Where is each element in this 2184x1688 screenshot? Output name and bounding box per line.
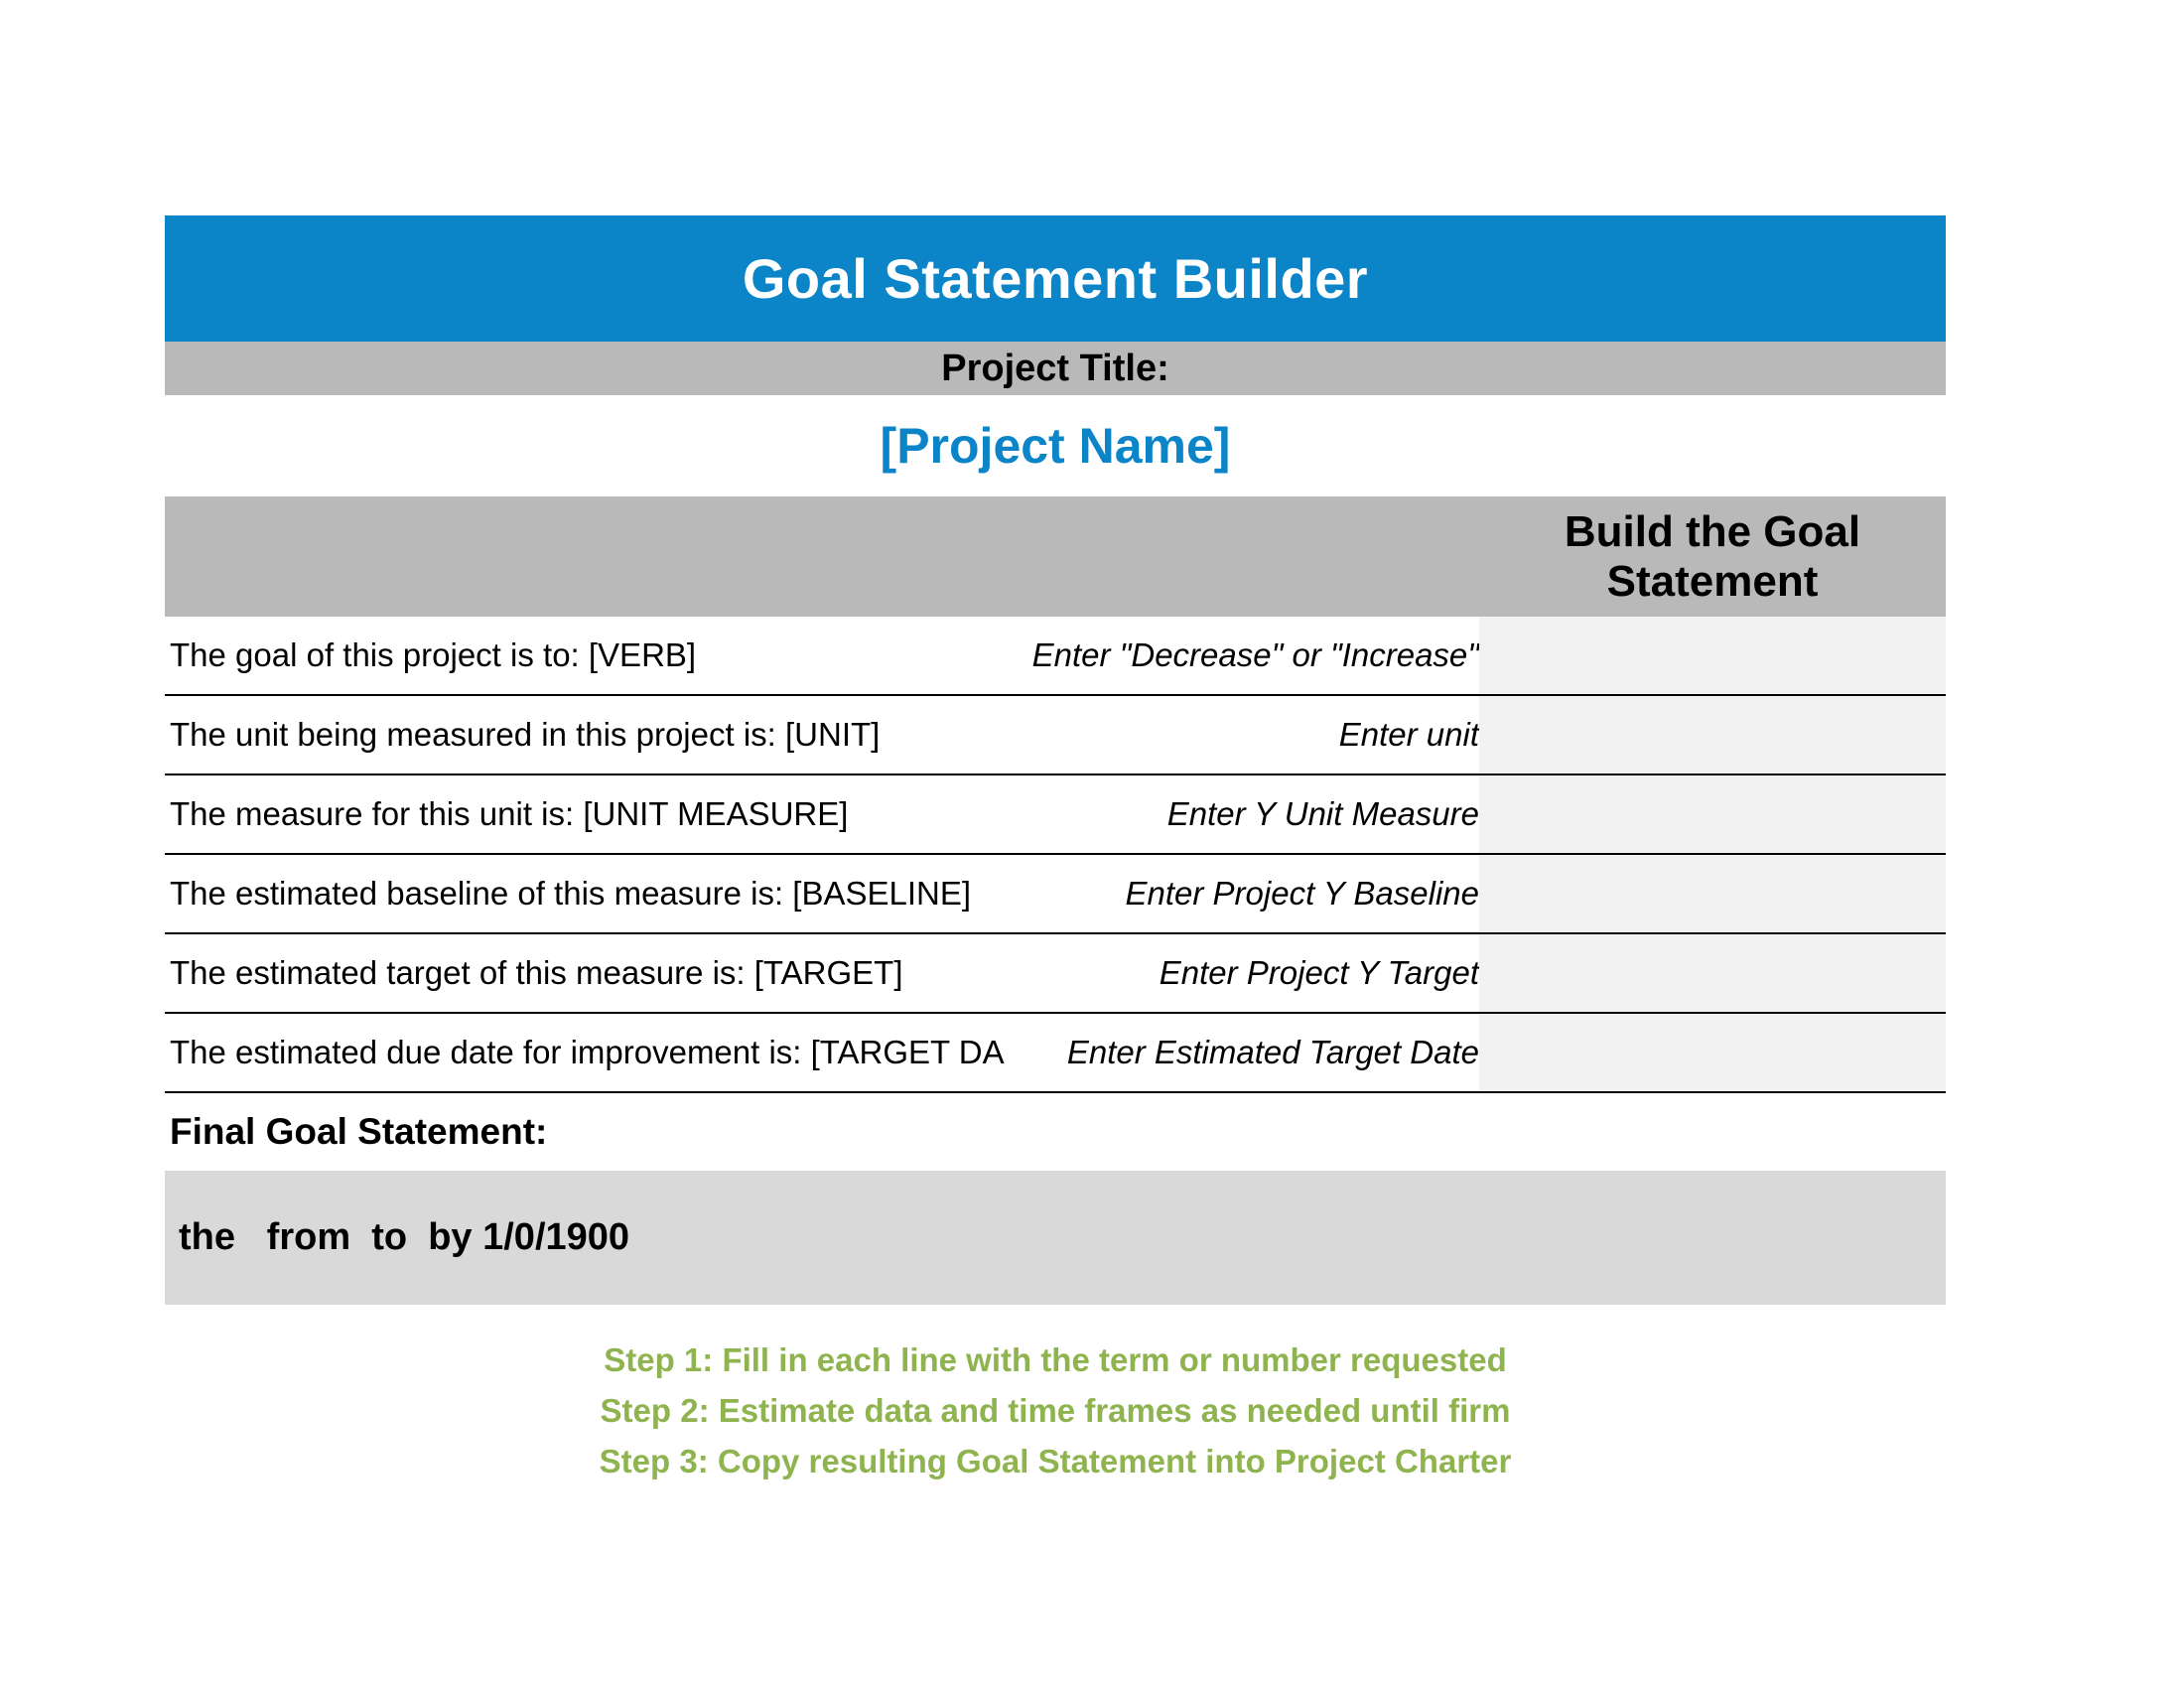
instructions [165, 1335, 1946, 1486]
target-input[interactable] [1479, 934, 1946, 1012]
row-label-target: The estimated target of this measure is: [TARGET] [170, 954, 903, 991]
row-hint-target-date: Enter Estimated Target Date [1066, 1034, 1479, 1070]
goal-statement-sheet [165, 215, 1946, 1486]
project-name[interactable]: [Project Name] [880, 418, 1231, 474]
row-label-baseline: The estimated baseline of this measure is: [BASELINE] [170, 875, 972, 912]
final-goal-statement-label: Final Goal Statement: [170, 1111, 548, 1152]
project-title-bar [165, 342, 1946, 395]
table-header [165, 496, 1946, 617]
title-banner [165, 215, 1946, 342]
page-title: Goal Statement Builder [742, 247, 1369, 310]
row-hint-verb: Enter "Decrease" or "Increase" [1031, 636, 1479, 673]
unit-input[interactable] [1479, 696, 1946, 774]
table-row [165, 775, 1946, 855]
project-title-label: Project Title: [941, 347, 1169, 389]
table-header-spacer [165, 496, 1479, 617]
verb-input[interactable] [1479, 617, 1946, 694]
row-label-unit: The unit being measured in this project is: [UNIT] [170, 716, 881, 753]
step-1-text: Step 1: Fill in each line with the term or number requested [604, 1341, 1507, 1378]
build-goal-statement-heading: Build the Goal Statement [1564, 506, 1861, 606]
baseline-input[interactable] [1479, 855, 1946, 932]
row-hint-target: Enter Project Y Target [1159, 954, 1479, 991]
row-hint-unit-measure: Enter Y Unit Measure [1166, 795, 1479, 832]
step-3-text: Step 3: Copy resulting Goal Statement into Project Charter [599, 1443, 1512, 1479]
table-row [165, 855, 1946, 934]
table-row [165, 617, 1946, 696]
project-name-row [165, 395, 1946, 496]
row-hint-unit: Enter unit [1338, 716, 1479, 753]
step-2-text: Step 2: Estimate data and time frames as needed until firm [600, 1392, 1511, 1429]
final-goal-statement: the from to by 1/0/1900 [165, 1171, 1946, 1305]
table-row [165, 696, 1946, 775]
table-row [165, 1014, 1946, 1093]
target-date-input[interactable] [1479, 1014, 1946, 1091]
row-label-unit-measure: The measure for this unit is: [UNIT MEASURE] [170, 795, 849, 832]
unit-measure-input[interactable] [1479, 775, 1946, 853]
table-row [165, 934, 1946, 1014]
row-hint-baseline: Enter Project Y Baseline [1125, 875, 1479, 912]
row-label-target-date: The estimated due date for improvement is: [TARGET DA [170, 1034, 1005, 1070]
row-label-verb: The goal of this project is to: [VERB] [170, 636, 697, 673]
